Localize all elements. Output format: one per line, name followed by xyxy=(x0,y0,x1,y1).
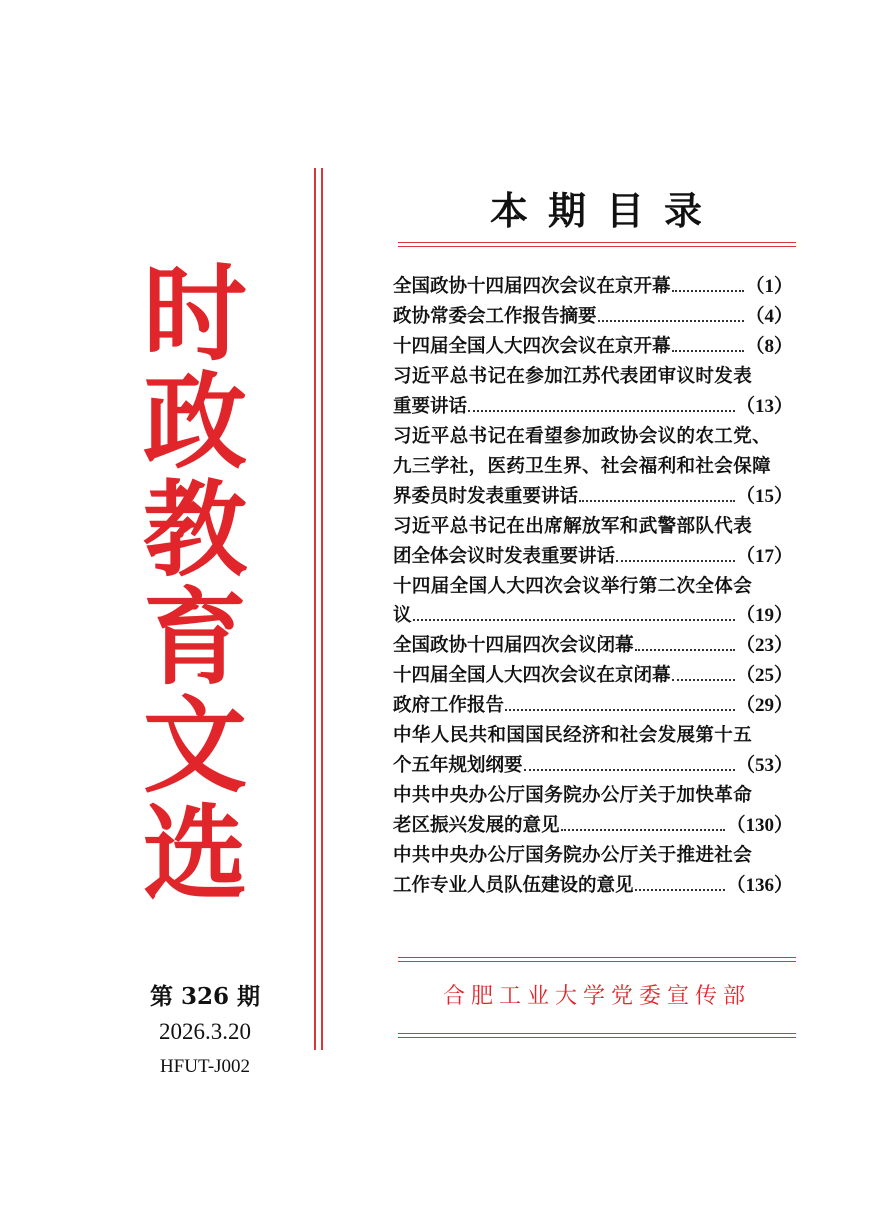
toc-entry-line xyxy=(393,781,793,811)
toc-entry-line xyxy=(393,452,793,482)
toc-entry-title: 习近平总书记在看望参加政协会议的农工党、 xyxy=(393,425,772,447)
dot-leader xyxy=(505,709,735,711)
issue-number: 第 326 期 xyxy=(149,983,261,1010)
dot-leader xyxy=(524,769,735,771)
toc-entry-line xyxy=(393,871,793,901)
toc-entry-title: 中华人民共和国国民经济和社会发展第十五 xyxy=(393,725,753,747)
toc-heading: 本期目录 xyxy=(489,189,722,233)
toc-entry-line xyxy=(393,332,793,362)
toc-page-number: （13） xyxy=(735,395,793,417)
dot-leader xyxy=(672,679,735,681)
toc-entry-title: 九三学社，医药卫生界、社会福利和社会保障 xyxy=(393,455,772,477)
dot-leader xyxy=(635,889,726,891)
toc-entry-title: 老区振兴发展的意见 xyxy=(393,815,560,837)
table-of-contents xyxy=(393,272,793,901)
toc-entry-title: 政府工作报告 xyxy=(393,695,505,717)
toc-page-number: （4） xyxy=(745,305,793,327)
publisher-name: 合肥工业大学党委宣传部 xyxy=(442,984,751,1009)
title-char: 政 xyxy=(142,360,247,483)
dot-leader xyxy=(616,560,735,562)
toc-entry-line xyxy=(393,482,793,512)
toc-entry-title: 全国政协十四届四次会议闭幕 xyxy=(393,635,634,657)
toc-entry-title: 十四届全国人大四次会议在京开幕 xyxy=(393,335,671,357)
toc-entry-line xyxy=(393,512,793,542)
toc-entry-title: 重要讲话 xyxy=(393,395,468,417)
dot-leader xyxy=(468,410,735,412)
title-char: 时 xyxy=(142,252,247,375)
title-char: 教 xyxy=(142,468,247,591)
toc-entry-title: 十四届全国人大四次会议在京闭幕 xyxy=(393,665,671,687)
toc-entry-title: 议 xyxy=(393,605,412,627)
toc-page-number: （23） xyxy=(735,635,793,657)
toc-entry-line xyxy=(393,572,793,602)
toc-entry-line xyxy=(393,601,793,631)
toc-page-number: （25） xyxy=(735,665,793,687)
title-char: 文 xyxy=(142,684,247,807)
toc-page-number: （1） xyxy=(745,276,793,297)
dot-leader xyxy=(561,829,726,831)
toc-entry-title: 界委员时发表重要讲话 xyxy=(393,485,579,507)
dot-leader xyxy=(598,320,745,322)
toc-entry-title: 团全体会议时发表重要讲话 xyxy=(393,545,616,567)
toc-entry-line xyxy=(393,811,793,841)
heading-rule xyxy=(398,242,796,247)
toc-entry-line xyxy=(393,362,793,392)
toc-entry-title: 习近平总书记在出席解放军和武警部队代表 xyxy=(393,515,753,537)
toc-page-number: （136） xyxy=(726,875,793,897)
publisher-rule-bottom xyxy=(398,1033,796,1038)
toc-entry-line xyxy=(393,392,793,422)
publisher-rule-top xyxy=(398,957,796,962)
issue-info xyxy=(130,980,280,1084)
toc-entry-title: 中共中央办公厅国务院办公厅关于加快革命 xyxy=(393,785,753,807)
dot-leader xyxy=(579,500,735,502)
toc-entry-line xyxy=(393,691,793,721)
toc-entry-title: 全国政协十四届四次会议在京开幕 xyxy=(393,276,671,297)
toc-entry-line xyxy=(393,542,793,572)
toc-page-number: （17） xyxy=(735,545,793,567)
toc-entry-line xyxy=(393,302,793,332)
toc-page-number: （29） xyxy=(735,695,793,717)
toc-entry-line xyxy=(393,661,793,691)
toc-entry-line xyxy=(393,721,793,751)
toc-entry-title: 政协常委会工作报告摘要 xyxy=(393,305,597,327)
toc-page-number: （53） xyxy=(735,755,793,777)
vertical-divider xyxy=(314,168,323,1050)
toc-page-number: （130） xyxy=(726,815,793,837)
toc-entry-line xyxy=(393,631,793,661)
toc-entry-title: 个五年规划纲要 xyxy=(393,755,523,777)
toc-entry-title: 工作专业人员队伍建设的意见 xyxy=(393,875,634,897)
toc-entry-line xyxy=(393,751,793,781)
issue-date: 2026.3.20 xyxy=(159,1019,251,1044)
toc-page-number: （8） xyxy=(745,335,793,357)
dot-leader xyxy=(635,649,735,651)
title-char: 育 xyxy=(142,576,247,699)
toc-entry-title: 中共中央办公厅国务院办公厅关于推进社会 xyxy=(393,845,753,867)
toc-page-number: （15） xyxy=(735,485,793,507)
toc-entry-title: 习近平总书记在参加江苏代表团审议时发表 xyxy=(393,365,753,387)
toc-entry-line xyxy=(393,841,793,871)
dot-leader xyxy=(672,350,745,352)
title-char: 选 xyxy=(142,792,247,915)
issue-code: HFUT-J002 xyxy=(159,1056,251,1077)
dot-leader xyxy=(413,619,735,621)
toc-entry-line xyxy=(393,272,793,302)
toc-entry-line xyxy=(393,422,793,452)
dot-leader xyxy=(672,290,745,292)
toc-page-number: （19） xyxy=(735,605,793,627)
journal-title xyxy=(120,252,270,915)
toc-entry-title: 十四届全国人大四次会议举行第二次全体会 xyxy=(393,575,753,597)
